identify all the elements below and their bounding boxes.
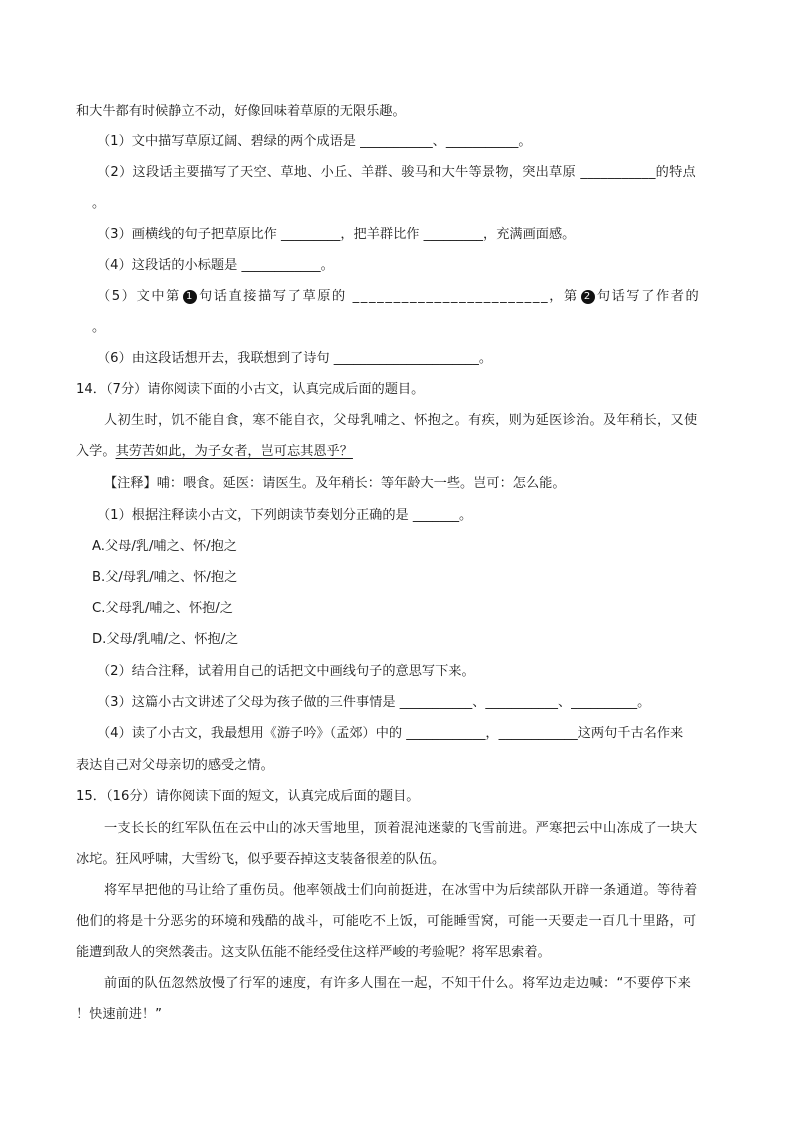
question-14-1: （1）根据注释读小古文，下列朗读节奏划分正确的是 _______。 (97, 508, 473, 523)
q5-suffix: 句话写了作者的 (596, 289, 701, 304)
passage-last-line: 和大牛都有时候静立不动，好像回味着草原的无限乐趣。 (76, 104, 406, 119)
question-14-4: （4）读了小古文，我最想用《游子吟》（孟郊）中的 ____________，____________这两句千古名作来 (97, 726, 684, 741)
question-13-1: （1）文中描写草原辽阔、碧绿的两个成语是 ___________、___________。 (97, 134, 532, 149)
classical-text-line-2 (76, 444, 353, 460)
story-p2-line-2: 他们的将是十分恶劣的环境和残酷的战斗，可能吃不上饭，可能睡雪窝，可能一天要走一百几十里路，可 (76, 914, 697, 929)
question-14-3: （3）这篇小古文讲述了父母为孩子做的三件事情是 ___________、___________、__________。 (97, 695, 651, 710)
circled-number-2: 2 (581, 290, 595, 304)
story-p2-line-1: 将军早把他的马让给了重伤员。他率领战士们向前挺进，在冰雪中为后续部队开辟一条通道。等待着 (104, 883, 698, 898)
option-c: C.父母乳/哺之、怀抱/之 (92, 601, 233, 616)
classical-text-line-1: 人初生时，饥不能自食，寒不能自衣，父母乳哺之、怀抱之。有疾，则为延医诊治。及年稍长，又使 (104, 413, 698, 428)
question-14-title: 14．（7分）请你阅读下面的小古文，认真完成后面的题目。 (76, 382, 425, 397)
question-13-2: （2）这段话主要描写了天空、草地、小丘、羊群、骏马和大牛等景物，突出草原 ___________的特点 (97, 165, 696, 180)
story-p1-line-1: 一支长长的红军队伍在云中山的冰天雪地里，顶着混沌迷蒙的飞雪前进。严寒把云中山冻成了一块大 (104, 821, 698, 836)
question-13-3: （3）画横线的句子把草原比作 _________，把羊群比作 _________，充满画面感。 (97, 227, 576, 242)
story-p3-line-2: ！快速前进！” (76, 1007, 162, 1022)
story-p2-line-3: 能遭到敌人的突然袭击。这支队伍能不能经受住这样严峻的考验呢？将军思索着。 (76, 945, 551, 960)
option-d: D.父母/乳哺/之、怀抱/之 (92, 632, 239, 647)
question-13-2-end: 。 (92, 196, 106, 211)
story-p1-line-2: 冰坨。狂风呼啸，大雪纷飞，似乎要吞掉这支装备很差的队伍。 (76, 852, 446, 867)
story-p3-line-1: 前面的队伍忽然放慢了行军的速度，有许多人围在一起，不知干什么。将军边走边喊：“不要停下来 (104, 976, 692, 991)
question-15-title: 15．（16分）请你阅读下面的短文，认真完成后面的题目。 (76, 789, 420, 804)
question-14-4-end: 表达自己对父母亲切的感受之情。 (76, 758, 274, 773)
question-13-6: （6）由这段话想开去，我联想到了诗句 ______________________。 (97, 351, 493, 366)
question-13-5-end: 。 (92, 320, 106, 335)
question-14-2: （2）结合注释，试着用自己的话把文中画线句子的意思写下来。 (97, 664, 475, 679)
underlined-sentence: 其劳苦如此，为子女者，岂可忘其恩乎？ (115, 444, 353, 459)
circled-number-1: 1 (183, 290, 197, 304)
option-a: A.父母/乳/哺之、怀/抱之 (92, 539, 237, 554)
question-13-4: （4）这段话的小标题是 ____________。 (97, 258, 334, 273)
q5-middle: 句话直接描写了草原的 ________________________，第 (198, 289, 579, 304)
question-13-5 (97, 289, 700, 305)
option-b: B.父/母乳/哺之、怀/抱之 (92, 570, 238, 585)
classical-text-plain: 入学。 (76, 444, 116, 459)
annotation-note: 【注释】哺：喂食。延医：请医生。及年稍长：等年龄大一些。岂可：怎么能。 (104, 476, 566, 491)
q5-prefix: （5）文中第 (97, 289, 181, 304)
